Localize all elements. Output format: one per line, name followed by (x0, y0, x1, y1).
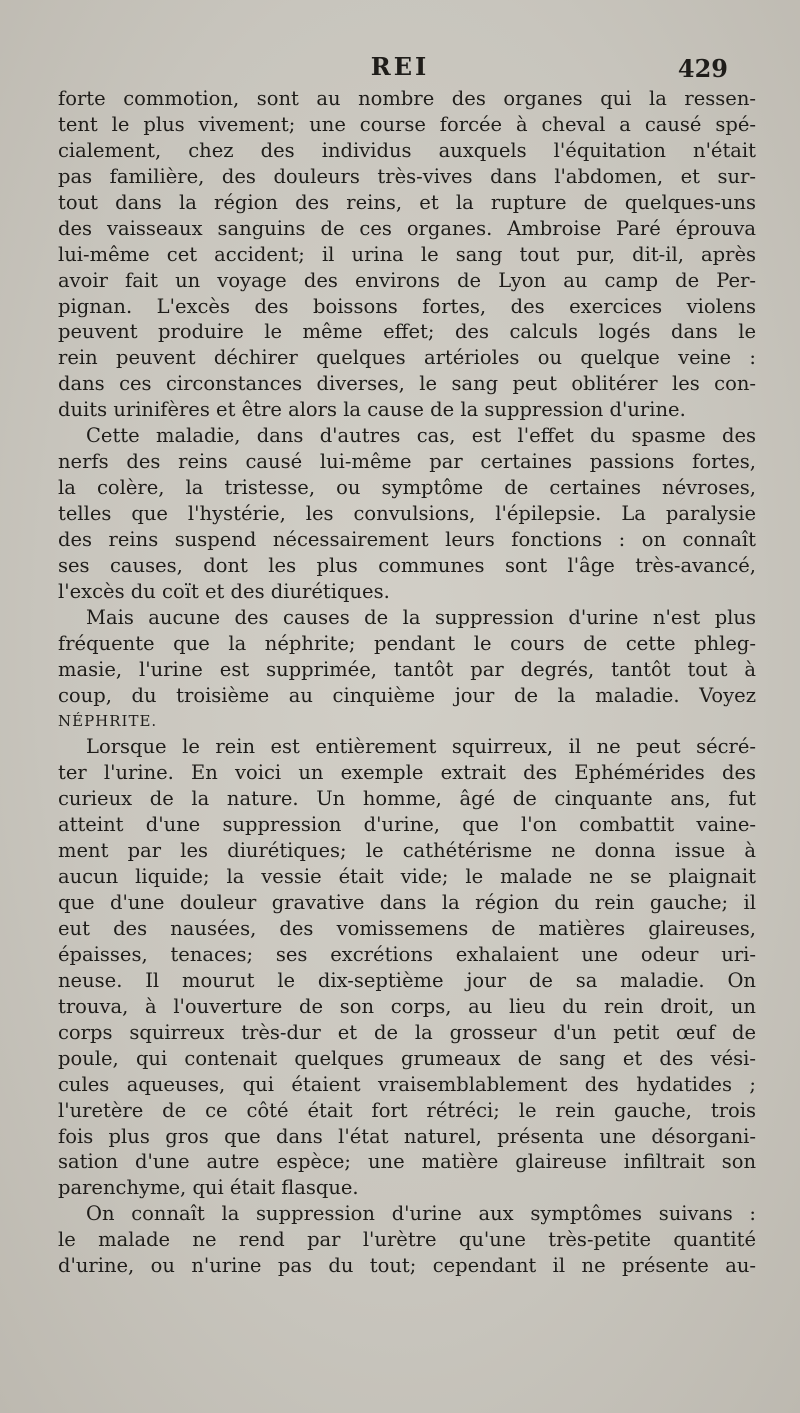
text-line: lui-même cet accident; il urina le sang tout pur, dit-il, après (58, 242, 756, 266)
text-line: forte commotion, sont au nombre des organes qui la ressen- (58, 87, 756, 110)
text-line: pignan. L'excès des boissons fortes, des exercices violens (58, 294, 756, 318)
text-line: nerfs des reins causé lui-même par certaines passions fortes, (58, 450, 756, 474)
text-line: neuse. Il mourut le dix-septième jour de sa maladie. On (58, 968, 756, 992)
text-line: aucun liquide; la vessie était vide; le malade ne se plaignait (58, 865, 756, 889)
body-text (58, 86, 756, 1279)
text-line: ses causes, dont les plus communes sont l'âge très-avancé, (58, 553, 756, 577)
text-line: ter l'urine. En voici un exemple extrait des Ephémérides des (58, 761, 756, 785)
text-line: l'uretère de ce côté était fort rétréci; le rein gauche, trois (58, 1098, 756, 1122)
text-line: l'excès du coït et des diurétiques. (58, 579, 390, 603)
text-line: dans ces circonstances diverses, le sang peut oblitérer les con- (58, 372, 756, 396)
text-line: ment par les diurétiques; le cathétérisme ne donna issue à (58, 839, 756, 863)
text-line: telles que l'hystérie, les convulsions, l'épilepsie. La paralysie (58, 502, 756, 525)
text-line: d'urine, ou n'urine pas du tout; cependant il ne présente au- (58, 1254, 756, 1278)
text-line: tout dans la région des reins, et la rupture de quelques-uns (58, 190, 756, 214)
text-line: poule, qui contenait quelques grumeaux de sang et des vési- (58, 1046, 756, 1070)
text-line: fois plus gros que dans l'état naturel, présenta une désorgani- (58, 1124, 756, 1148)
text-line: le malade ne rend par l'urètre qu'une très-petite quantité (58, 1228, 756, 1252)
running-head-title: REI (370, 52, 430, 81)
text-line: Mais aucune des causes de la suppression d'urine n'est plus (86, 605, 756, 629)
text-line: tent le plus vivement; une course forcée à cheval a causé spé- (58, 112, 756, 136)
page-number: 429 (677, 54, 728, 83)
text-line: coup, du troisième au cinquième jour de la maladie. Voyez (58, 683, 756, 707)
text-line: fréquente que la néphrite; pendant le cours de cette phleg- (58, 631, 756, 655)
text-line: la colère, la tristesse, ou symptôme de certaines névroses, (58, 476, 756, 500)
text-line: Cette maladie, dans d'autres cas, est l'effet du spasme des (86, 424, 756, 448)
text-line: sation d'une autre espèce; une matière glaireuse infiltrait son (58, 1150, 756, 1174)
text-line: duits urinifères et être alors la cause de la suppression d'urine. (58, 398, 686, 422)
text-line: cules aqueuses, qui étaient vraisemblablement des hydatides ; (58, 1072, 756, 1096)
text-line: Lorsque le rein est entièrement squirreux, il ne peut sécré- (86, 735, 756, 759)
text-line: que d'une douleur gravative dans la région du rein gauche; il (58, 891, 756, 915)
text-line: On connaît la suppression d'urine aux symptômes suivans : (86, 1202, 756, 1226)
text-line: eut des nausées, des vomissemens de matières glaireuses, (58, 917, 756, 940)
text-line: parenchyme, qui était flasque. (58, 1176, 359, 1200)
text-line: curieux de la nature. Un homme, âgé de cinquante ans, fut (58, 787, 756, 811)
text-line: atteint d'une suppression d'urine, que l'on combattit vaine- (58, 813, 756, 837)
text-line: avoir fait un voyage des environs de Lyon au camp de Per- (58, 268, 756, 292)
text-line: épaisses, tenaces; ses excrétions exhalaient une odeur uri- (58, 942, 756, 966)
text-line: des reins suspend nécessairement leurs fonctions : on connaît (58, 527, 756, 551)
text-line: rein peuvent déchirer quelques artérioles ou quelque veine : (58, 346, 756, 370)
text-line: cialement, chez des individus auxquels l'équitation n'était (58, 138, 756, 162)
text-line: pas familière, des douleurs très-vives dans l'abdomen, et sur- (58, 164, 756, 188)
text-line: trouva, à l'ouverture de son corps, au lieu du rein droit, un (58, 994, 756, 1018)
text-line: corps squirreux très-dur et de la grosseur d'un petit œuf de (58, 1020, 756, 1044)
text-line: peuvent produire le même effet; des calculs logés dans le (58, 320, 756, 344)
text-line: des vaisseaux sanguins de ces organes. Ambroise Paré éprouva (58, 216, 756, 240)
cross-reference: NÉPHRITE. (58, 711, 158, 730)
text-line: masie, l'urine est supprimée, tantôt par degrés, tantôt tout à (58, 657, 756, 681)
